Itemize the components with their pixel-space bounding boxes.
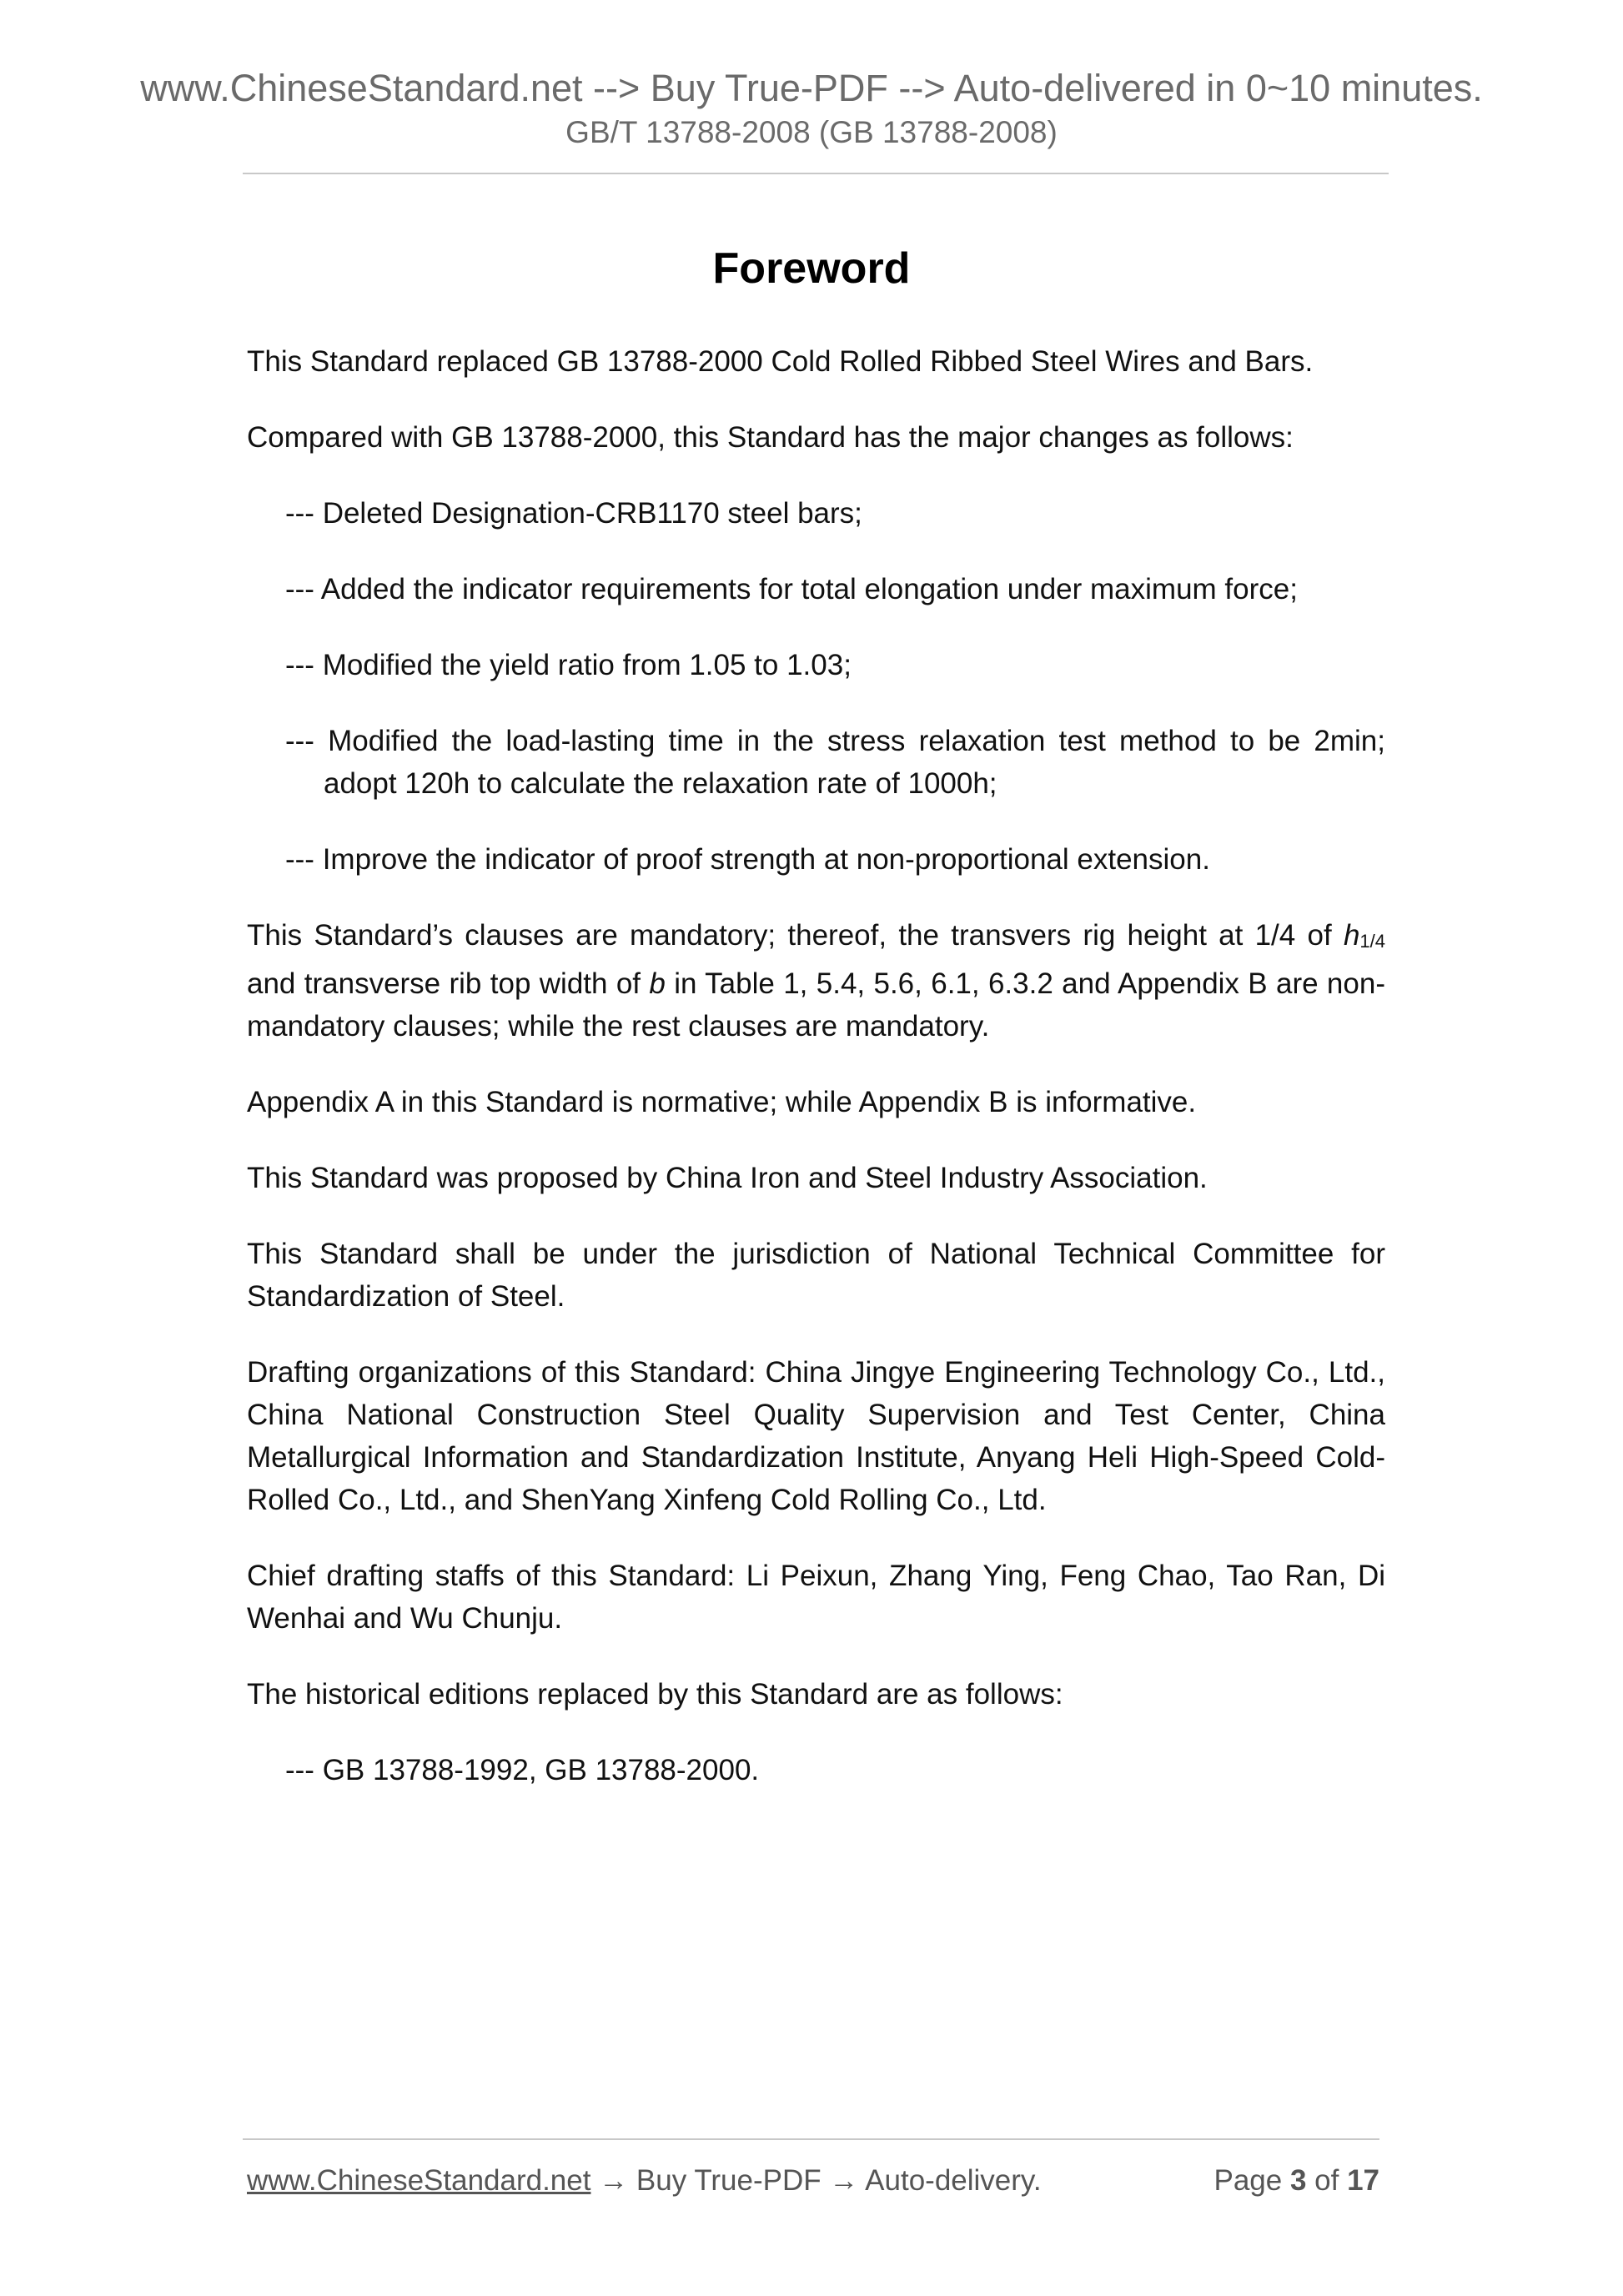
change-item: --- Added the indicator requirements for total elongation under maximum force; bbox=[285, 573, 1298, 605]
change-item: --- Deleted Designation-CRB1170 steel bars; bbox=[285, 497, 862, 530]
page-number bbox=[1213, 2160, 1379, 2202]
paragraph-changes-intro: Compared with GB 13788-2000, this Standard has the major changes as follows: bbox=[247, 421, 1294, 454]
paragraph-drafting-organizations: Drafting organizations of this Standard: China Jingye Engineering Technology Co., Ltd., China National Construction Steel Quality Supervision and Test Center, China Metallurgical Information and Standardization Institute, Anyang Heli High-Speed Cold-Rolled Co., Ltd., and ShenYang Xinfeng Cold Rolling Co., Ltd. bbox=[247, 1356, 1385, 1516]
paragraph-proposed-by: This Standard was proposed by China Iron and Steel Industry Association. bbox=[247, 1162, 1208, 1194]
mandatory-text-2: and transverse rib top width of bbox=[247, 967, 650, 1000]
footer-site-link[interactable]: www.ChineseStandard.net bbox=[247, 2164, 591, 2197]
paragraph-replaced: This Standard replaced GB 13788-2000 Cold Rolled Ribbed Steel Wires and Bars. bbox=[247, 345, 1314, 378]
symbol-h-subscript: 1/4 bbox=[1359, 931, 1385, 952]
header-divider bbox=[243, 173, 1389, 174]
header-banner: www.ChineseStandard.net --> Buy True-PDF --> Auto-delivered in 0~10 minutes. bbox=[140, 67, 1483, 109]
page-of: of bbox=[1306, 2164, 1348, 2197]
foreword-body bbox=[247, 340, 1385, 1825]
edition-item: --- GB 13788-1992, GB 13788-2000. bbox=[285, 1754, 760, 1786]
paragraph-appendix: Appendix A in this Standard is normative; while Appendix B is informative. bbox=[247, 1086, 1197, 1118]
footer-divider bbox=[243, 2138, 1379, 2140]
change-item: --- Modified the load-lasting time in the stress relaxation test method to be 2min; adopt 120h to calculate the relaxation rate of 1000h; bbox=[285, 725, 1385, 800]
paragraph-drafting-staff: Chief drafting staffs of this Standard: Li Peixun, Zhang Ying, Feng Chao, Tao Ran, Di Wenhai and Wu Chunju. bbox=[247, 1560, 1385, 1635]
mandatory-text-3: in Table 1, 5.4, 5.6, 6.1, 6.3.2 and Appendix B are non-mandatory clauses; while the rest clauses are mandatory. bbox=[247, 967, 1385, 1042]
page-current: 3 bbox=[1289, 2164, 1307, 2197]
symbol-h: h bbox=[1343, 919, 1360, 952]
change-item: --- Improve the indicator of proof strength at non-proportional extension. bbox=[285, 843, 1210, 876]
footer-promo-text: → Buy True-PDF → Auto-delivery. bbox=[590, 2164, 1042, 2197]
page-total: 17 bbox=[1347, 2164, 1379, 2197]
page-label: Page bbox=[1213, 2164, 1290, 2197]
symbol-b: b bbox=[649, 967, 666, 1000]
footer-promo bbox=[247, 2160, 1042, 2202]
paragraph-mandatory-clauses bbox=[247, 914, 1385, 1048]
mandatory-text-1: This Standard’s clauses are mandatory; thereof, the transvers rig height at 1/4 of bbox=[247, 919, 1344, 952]
page-title: Foreword bbox=[712, 244, 911, 293]
paragraph-historical-editions: The historical editions replaced by this Standard are as follows: bbox=[247, 1678, 1063, 1711]
paragraph-jurisdiction: This Standard shall be under the jurisdiction of National Technical Committee for Standardization of Steel. bbox=[247, 1238, 1385, 1313]
change-item: --- Modified the yield ratio from 1.05 to 1.03; bbox=[285, 649, 852, 681]
page-footer bbox=[247, 2160, 1379, 2202]
header-standard-code: GB/T 13788-2008 (GB 13788-2008) bbox=[565, 115, 1058, 149]
